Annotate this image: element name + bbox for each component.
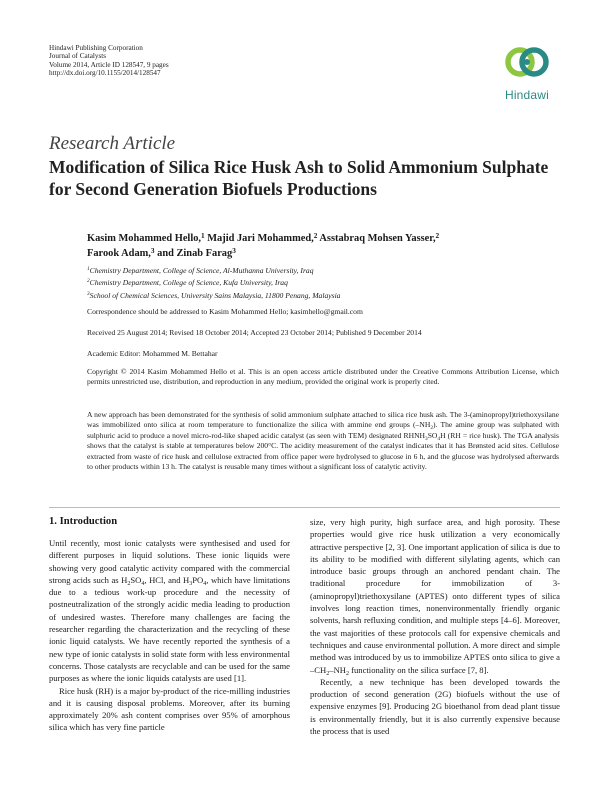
affil-text: Chemistry Department, College of Science, Al-Muthanna University, Iraq bbox=[89, 266, 314, 275]
paper-title: Modification of Silica Rice Husk Ash to Solid Ammonium Sulphate for Second Generation Biofuels Productions bbox=[49, 157, 549, 199]
subscript: 4 bbox=[141, 580, 145, 587]
affil-text: School of Chemical Sciences, University Sains Malaysia, 11800 Penang, Malaysia bbox=[89, 290, 341, 300]
author-name: Majid Jari Mohammed, bbox=[204, 233, 314, 244]
section-heading-introduction: 1. Introduction bbox=[49, 516, 118, 527]
body-text: , HCl, and H bbox=[144, 574, 190, 585]
body-paragraph: Recently, a new technique has been developed towards the production of second generation (2G) biofuels without the use of expensive enzymes [9]. Producing 2G bioethanol from dead plant tissue is environmentally friendly, but it is also currently expensive because the process that is used bbox=[310, 676, 560, 737]
abstract-text: H (RH = rice husk). The TGA analysis shows that the catalyst is stable at temperatures below 200°C. The acidity measurement of the catalyst indicates that it has Brønsted acid sites. Cellulose extracted from waste of rice husk and cellulose extracted from office paper were hydrolysed to glucose in 6 h, and the glucose was hydrolysed afterwards to other products within 13 h. The catalyst is reusable many times without a significant loss of catalytic activity. bbox=[87, 430, 559, 472]
body-text: , which have limitations due to a tedious work-up procedure and the necessity of postneutralization of the strongly acidic media leading to production of undesired wastes. Therefore many challenges are facing the researcher regarding the characterization and the recycling of these ionic liquid catalysts. We have recently reported the synthesis of a new type of ionic catalysts in solid state form with less environmental concerns. Those catalysts are recyclable and can be used for the same purposes as where the ionic liquids catalysts are used [1]. bbox=[49, 574, 290, 684]
affiliation-item bbox=[87, 290, 557, 302]
publication-dates: Received 25 August 2014; Revised 18 October 2014; Accepted 23 October 2014; Published 9 December 2014 bbox=[87, 328, 422, 337]
divider bbox=[49, 507, 560, 508]
abstract-text: ). The amine group was sulphated with sulphuric acid to produce a novel micro-rod-like shaped acidic catalyst (as seen with TEM) designated RHNH bbox=[87, 420, 560, 440]
affil-number: 1 bbox=[87, 266, 90, 272]
body-paragraph: Rice husk (RH) is a major by-product of the rice-milling industries and it is causing disposal problems. Moreover, after its burning approximately 20% ash content comprises over 95% of amorphous silica which has very fine particle bbox=[49, 685, 290, 733]
volume-info: Volume 2014, Article ID 128547, 9 pages bbox=[49, 60, 169, 69]
publisher-name: Hindawi Publishing Corporation bbox=[49, 44, 143, 52]
body-paragraph bbox=[310, 516, 560, 676]
author-affil-mark: 3 bbox=[232, 247, 236, 255]
author-name: Kasim Mohammed Hello, bbox=[87, 233, 201, 244]
affiliation-item bbox=[87, 277, 557, 289]
abstract-text: SO bbox=[427, 430, 438, 440]
subscript: 2 bbox=[430, 425, 433, 432]
body-column-left bbox=[49, 537, 290, 734]
body-text: –NH bbox=[329, 664, 346, 675]
subscript: 4 bbox=[437, 435, 441, 442]
article-type: Research Article bbox=[49, 133, 176, 154]
subscript: 2 bbox=[127, 580, 131, 587]
doi-link[interactable]: http://dx.doi.org/10.1155/2014/128547 bbox=[49, 69, 161, 78]
abstract bbox=[87, 410, 559, 472]
author-affil-mark: 3 bbox=[150, 247, 155, 255]
affiliations bbox=[87, 265, 557, 302]
author-name: and Zinab Farag bbox=[154, 248, 233, 259]
body-column-right bbox=[310, 516, 560, 737]
journal-name: Journal of Catalysts bbox=[49, 52, 107, 61]
subscript: 2 bbox=[345, 670, 349, 677]
author-affil-mark: 2 bbox=[435, 232, 440, 240]
affil-text: Chemistry Department, College of Science, Kufa University, Iraq bbox=[89, 278, 288, 288]
body-text: Until recently, most ionic catalysts were synthesised and used for different purposes in liquid solutions. These ionic liquids were showing very good catalytic activity compared with the commercial strong acids such as H bbox=[49, 538, 290, 585]
affiliation-item bbox=[87, 265, 557, 277]
body-text: PO bbox=[192, 574, 204, 585]
body-text: SO bbox=[130, 574, 142, 585]
author-name: Farook Adam, bbox=[87, 248, 151, 259]
author-name: Asstabraq Mohsen Yasser, bbox=[317, 233, 436, 244]
affil-number: 2 bbox=[87, 278, 90, 285]
author-list bbox=[87, 231, 557, 261]
subscript: 4 bbox=[203, 580, 207, 587]
subscript: 2 bbox=[326, 670, 330, 677]
abstract-text: A new approach has been demonstrated for the synthesis of solid ammonium sulphate attached to silica rice husk ash. The 3-(aminopropyl)triethoxysilane was immobilized onto silica at room temperature to functionalize the silica with ammine end groups (–NH bbox=[87, 410, 559, 430]
author-affil-mark: 2 bbox=[313, 232, 318, 240]
academic-editor: Academic Editor: Mohammed M. Bettahar bbox=[87, 349, 218, 358]
subscript: 3 bbox=[425, 435, 428, 442]
body-text: size, very high purity, high surface area, and high porosity. These properties would give rice husk utilization a very economically attractive perspective [2, 3]. One important application of silica is due to its ability to be modified with different silylating agents, which can introduce basic groups through an anchored pendant chain. The traditional procedure for immobilization of 3-(aminopropyl)triethoxysilane (APTES) onto different types of silica involves long reaction times, nonenvironmentally friendly organic solvents, harsh refluxing condition, and multiple steps [4–6]. Moreover, the vast majorities of these protocols call for expensive chemicals and techniques and cause environmental pollution. A more direct and simple method was introduced by us to immobilize APTES onto silica to give a –CH bbox=[310, 517, 560, 675]
copyright-notice: Copyright © 2014 Kasim Mohammed Hello et al. This is an open access article distributed under the Creative Commons Attribution License, which permits unrestricted use, distribution, and reproduction in any medium, provided the original work is properly cited. bbox=[87, 367, 559, 387]
affil-number: 3 bbox=[87, 290, 90, 297]
hindawi-logo-text: Hindawi bbox=[504, 88, 550, 102]
correspondence: Correspondence should be addressed to Kasim Mohammed Hello; kasimhello@gmail.com bbox=[87, 307, 363, 316]
subscript: 3 bbox=[189, 580, 193, 587]
author-affil-mark: 1 bbox=[201, 232, 205, 240]
body-paragraph bbox=[49, 537, 290, 685]
journal-header bbox=[49, 44, 169, 78]
body-text: functionality on the silica surface [7, 8]. bbox=[349, 664, 489, 675]
